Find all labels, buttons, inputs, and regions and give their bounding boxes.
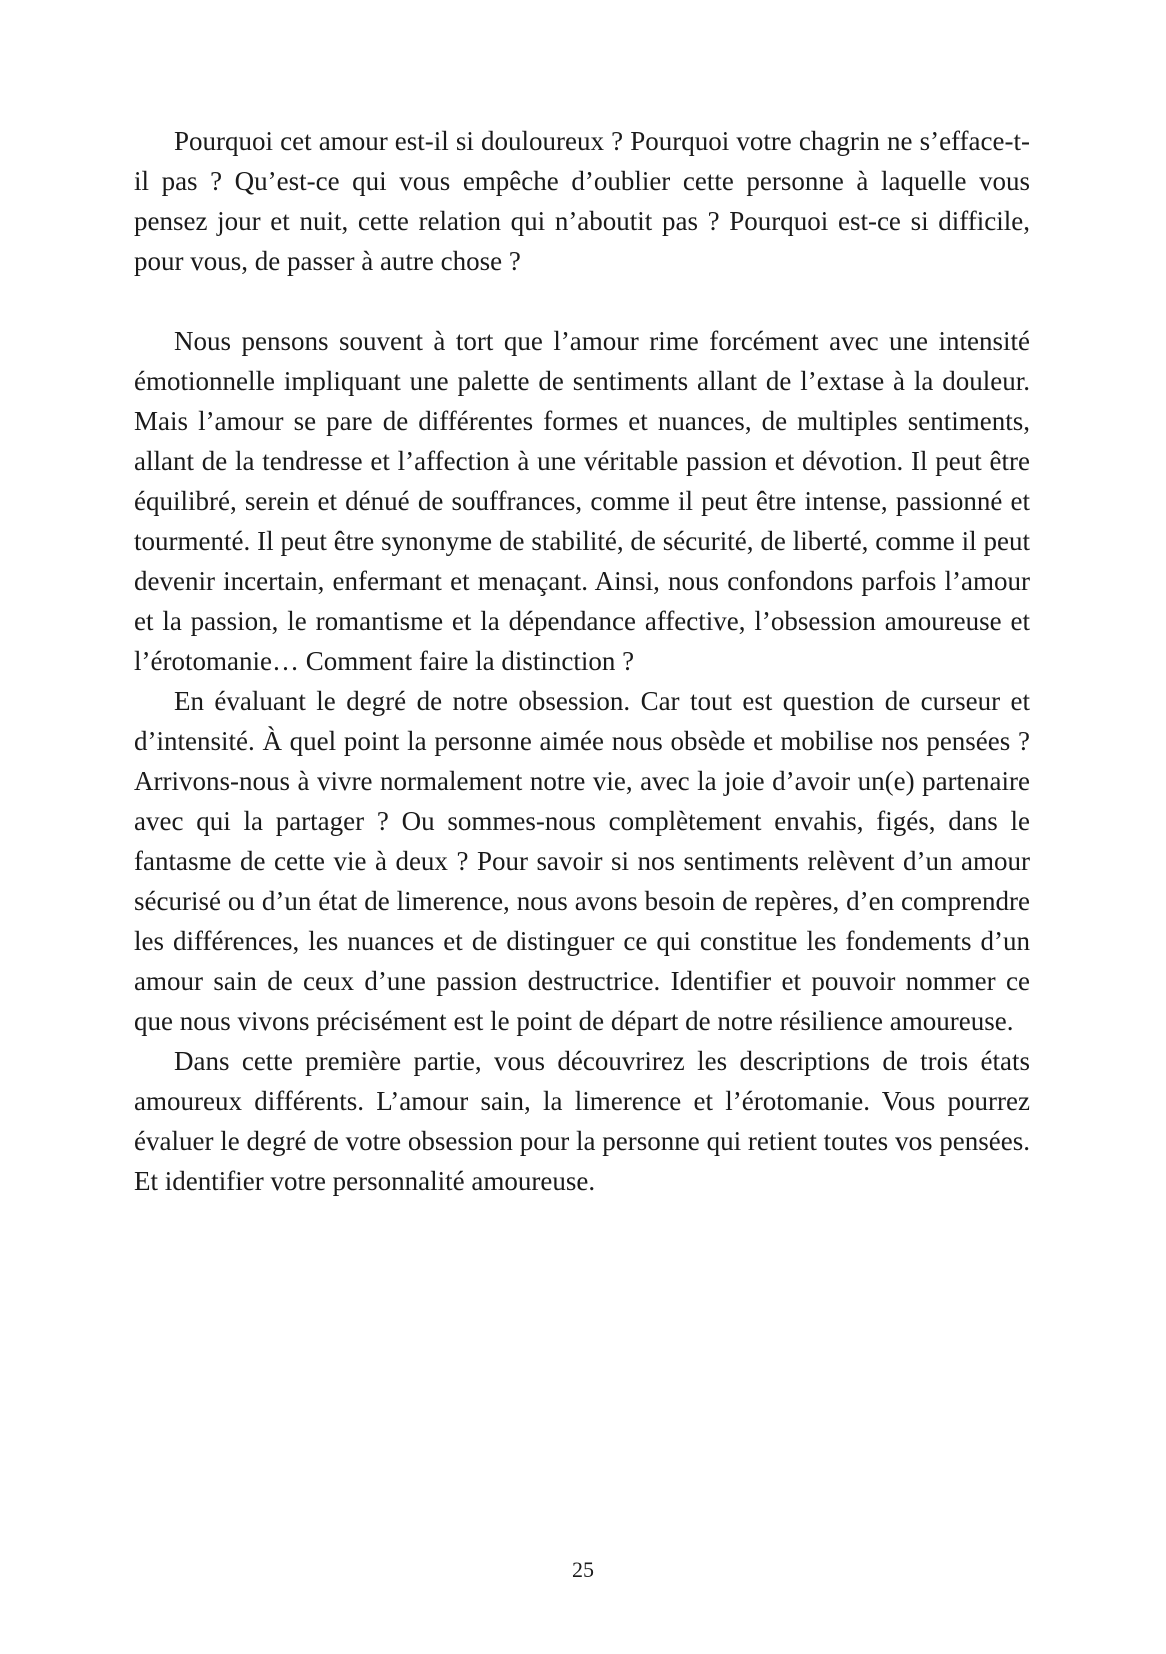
body-text	[134, 121, 1030, 1201]
page-number: 25	[572, 1557, 594, 1582]
paragraph-1: Pourquoi cet amour est-il si douloureux ? Pourquoi votre chagrin ne s’efface-t-il pas ? Qu’est-ce qui vous empêche d’oublier cette personne à laquelle vous pensez jour et nuit, cette relation qui n’aboutit pas ? Pourquoi est-ce si difficile, pour vous, de passer à autre chose ?	[134, 126, 1030, 276]
paragraph-4: Dans cette première partie, vous découvrirez les descriptions de trois états amoureux différents. L’amour sain, la limerence et l’érotomanie. Vous pourrez évaluer le degré de votre obsession pour la personne qui retient toutes vos pensées. Et identifier votre personnalité amoureuse.	[134, 1046, 1030, 1196]
paragraph-2: Nous pensons souvent à tort que l’amour rime forcément avec une intensité émotionnelle impliquant une palette de sentiments allant de l’extase à la douleur. Mais l’amour se pare de différentes formes et nuances, de multiples sentiments, allant de la tendresse et l’affection à une véritable passion et dévotion. Il peut être équilibré, serein et dénué de souffrances, comme il peut être intense, passionné et tourmenté. Il peut être synonyme de stabilité, de sécurité, de liberté, comme il peut devenir incertain, enfermant et menaçant. Ainsi, nous confondons parfois l’amour et la passion, le romantisme et la dépendance affective, l’obsession amoureuse et l’érotomanie… Comment faire la distinction ?	[134, 326, 1030, 676]
paragraph-3: En évaluant le degré de notre obsession. Car tout est question de curseur et d’intensité. À quel point la personne aimée nous obsède et mobilise nos pensées ? Arrivons-nous à vivre normalement notre vie, avec la joie d’avoir un(e) partenaire avec qui la partager ? Ou sommes-nous complètement envahis, figés, dans le fantasme de cette vie à deux ? Pour savoir si nos sentiments relèvent d’un amour sécurisé ou d’un état de limerence, nous avons besoin de repères, d’en comprendre les différences, les nuances et de distinguer ce qui constitue les fondements d’un amour sain de ceux d’une passion destructrice. Identifier et pouvoir nommer ce que nous vivons précisément est le point de départ de notre résilience amoureuse.	[134, 686, 1030, 1036]
